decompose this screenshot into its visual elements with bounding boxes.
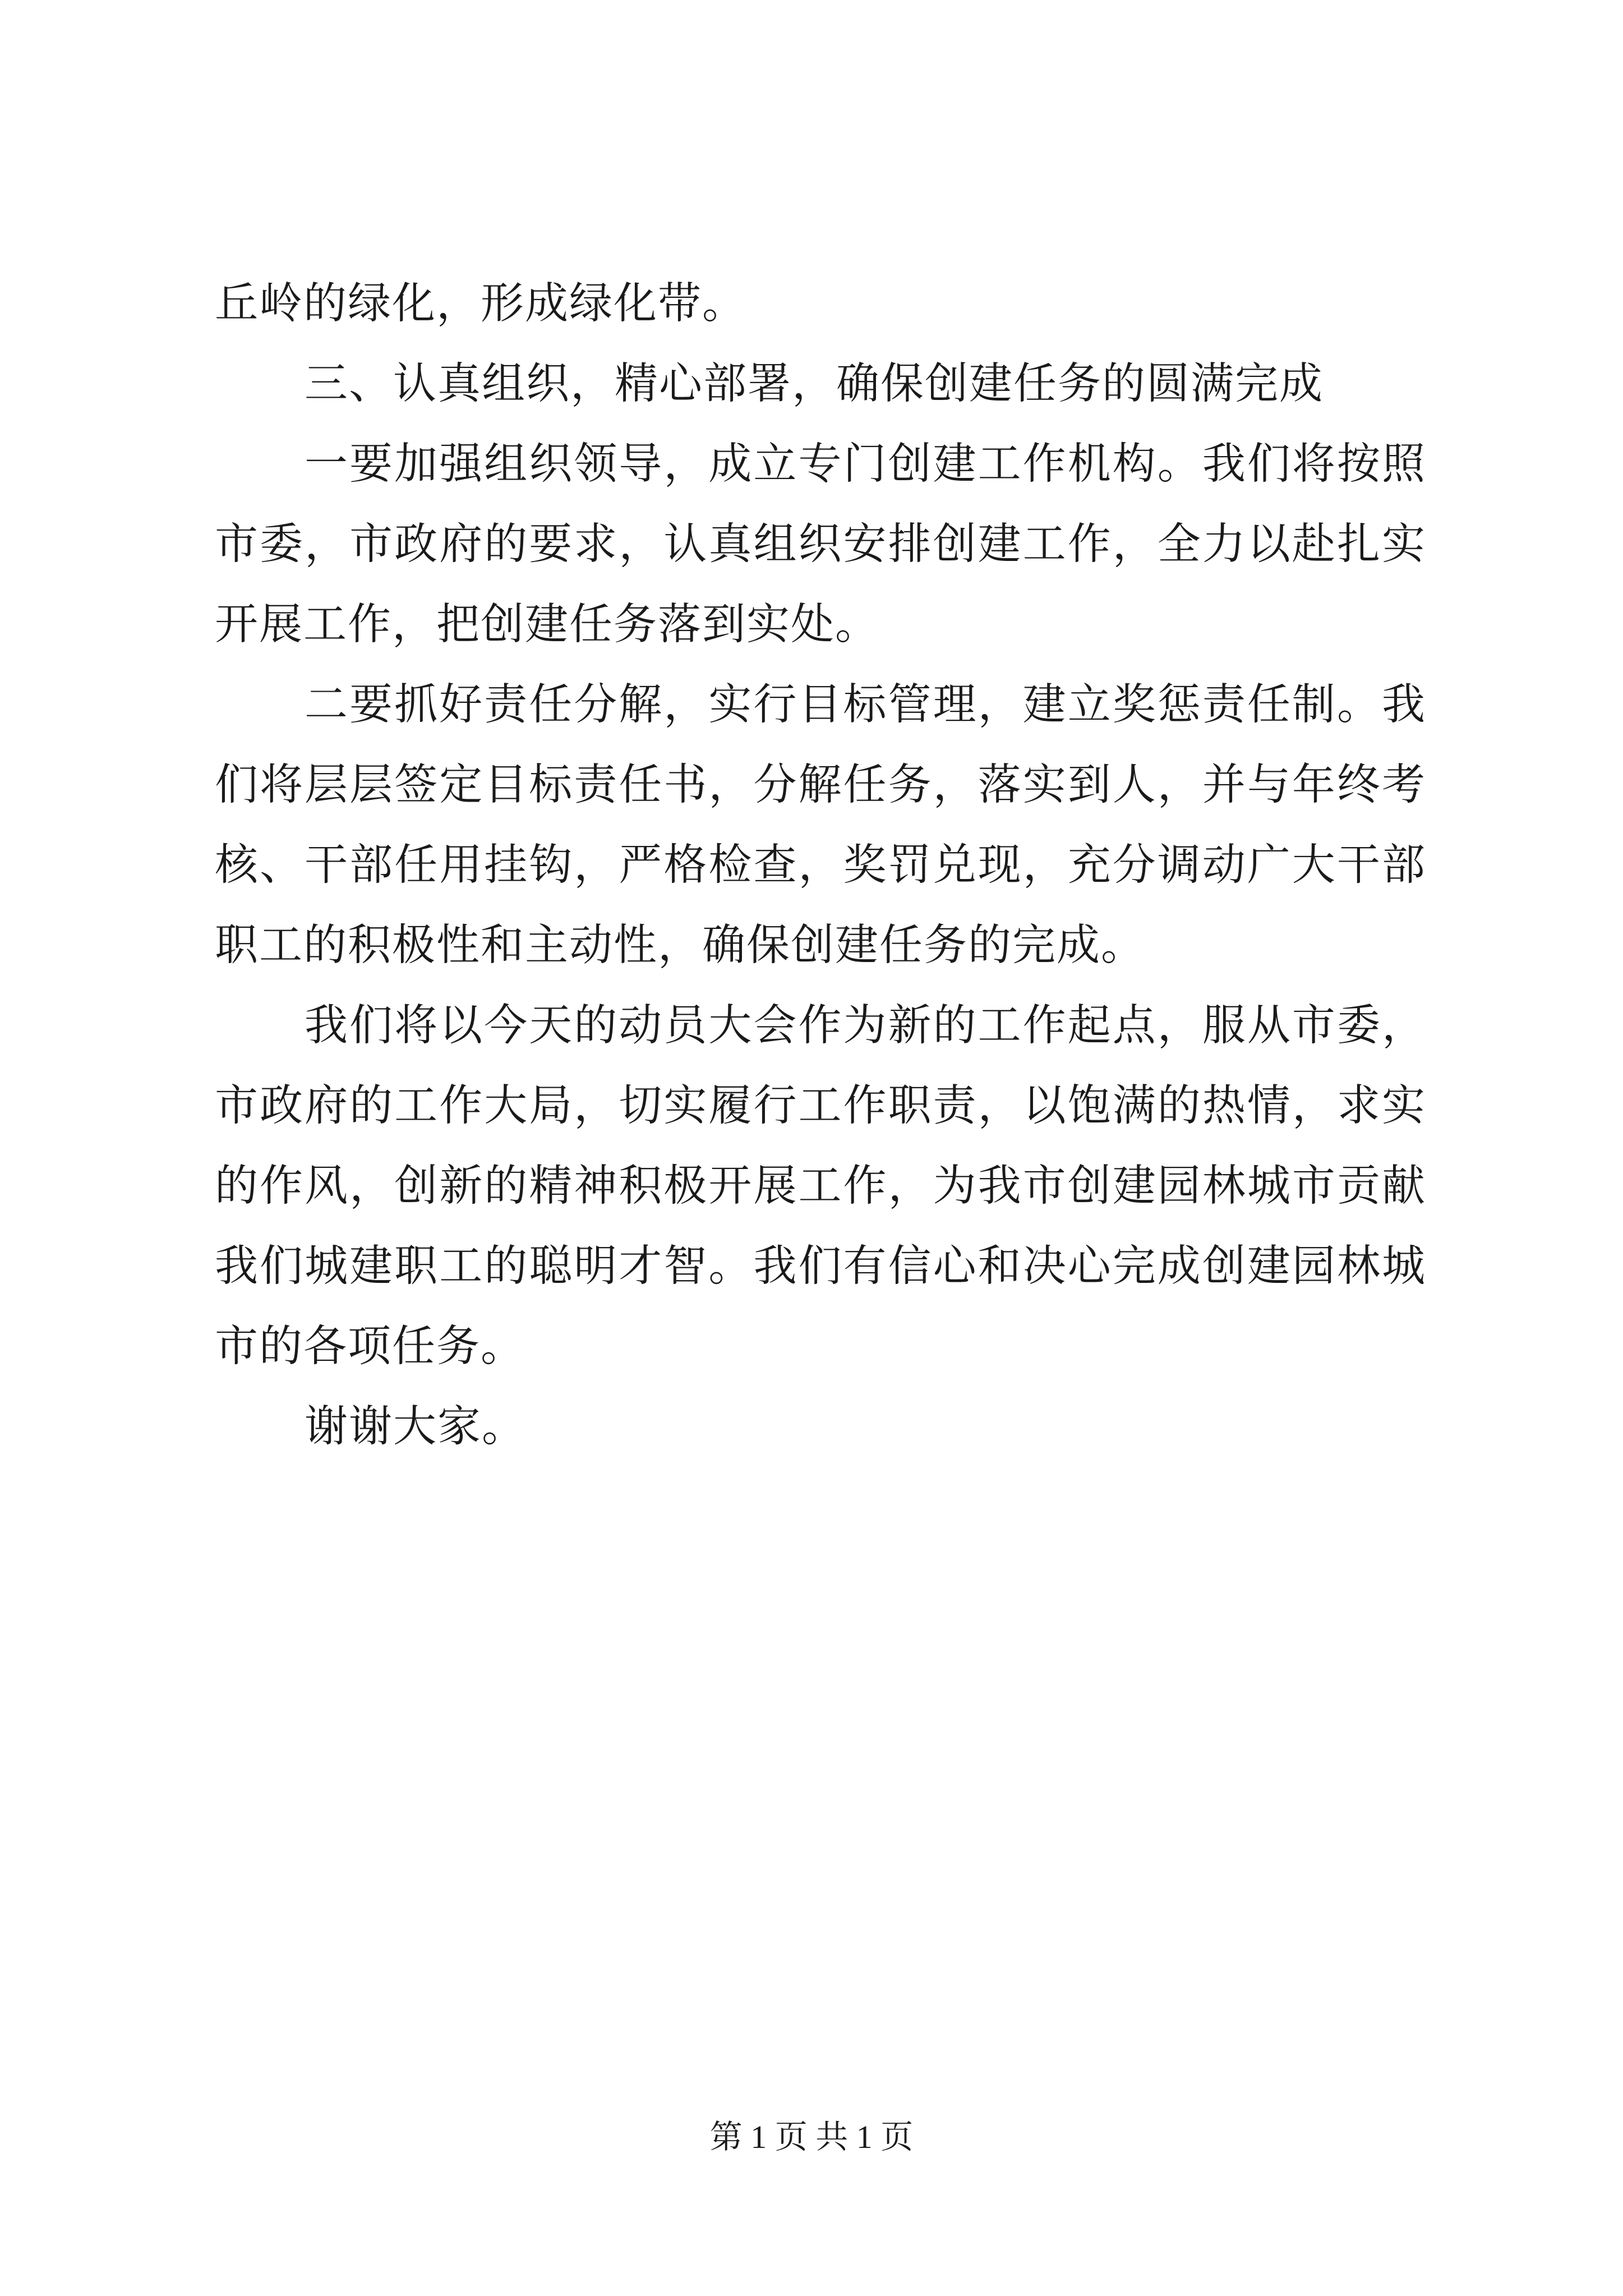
page-number-footer: 第 1 页 共 1 页: [709, 2119, 914, 2155]
section-heading: 三、认真组织，精心部署，确保创建任务的圆满完成: [305, 359, 1324, 409]
paragraph-commitment: 我们将以今天的动员大会作为新的工作起点，服从市委，市政府的工作大局，切实履行工作职责，以饱满的热情，求实的作风，创新的精神积极开展工作，为我市创建园林城市贡献我们城建职工的聪明才智。我们有信心和决心完成创建园林城市的各项任务。: [215, 1001, 1426, 1372]
paragraph-responsibility: 二要抓好责任分解，实行目标管理，建立奖惩责任制。我们将层层签定目标责任书，分解任务，落实到人，并与年终考核、干部任用挂钩，严格检查，奖罚兑现，充分调动广大干部职工的积极性和主动性，确保创建任务的完成。: [215, 680, 1426, 970]
paragraph-continuation: 丘岭的绿化，形成绿化带。: [215, 279, 746, 329]
document-body: [215, 264, 1426, 1467]
paragraph-organization: 一要加强组织领导，成立专门创建工作机构。我们将按照市委，市政府的要求，认真组织安排创建工作，全力以赴扎实开展工作，把创建任务落到实处。: [215, 439, 1426, 650]
paragraph-closing: 谢谢大家。: [305, 1402, 526, 1452]
